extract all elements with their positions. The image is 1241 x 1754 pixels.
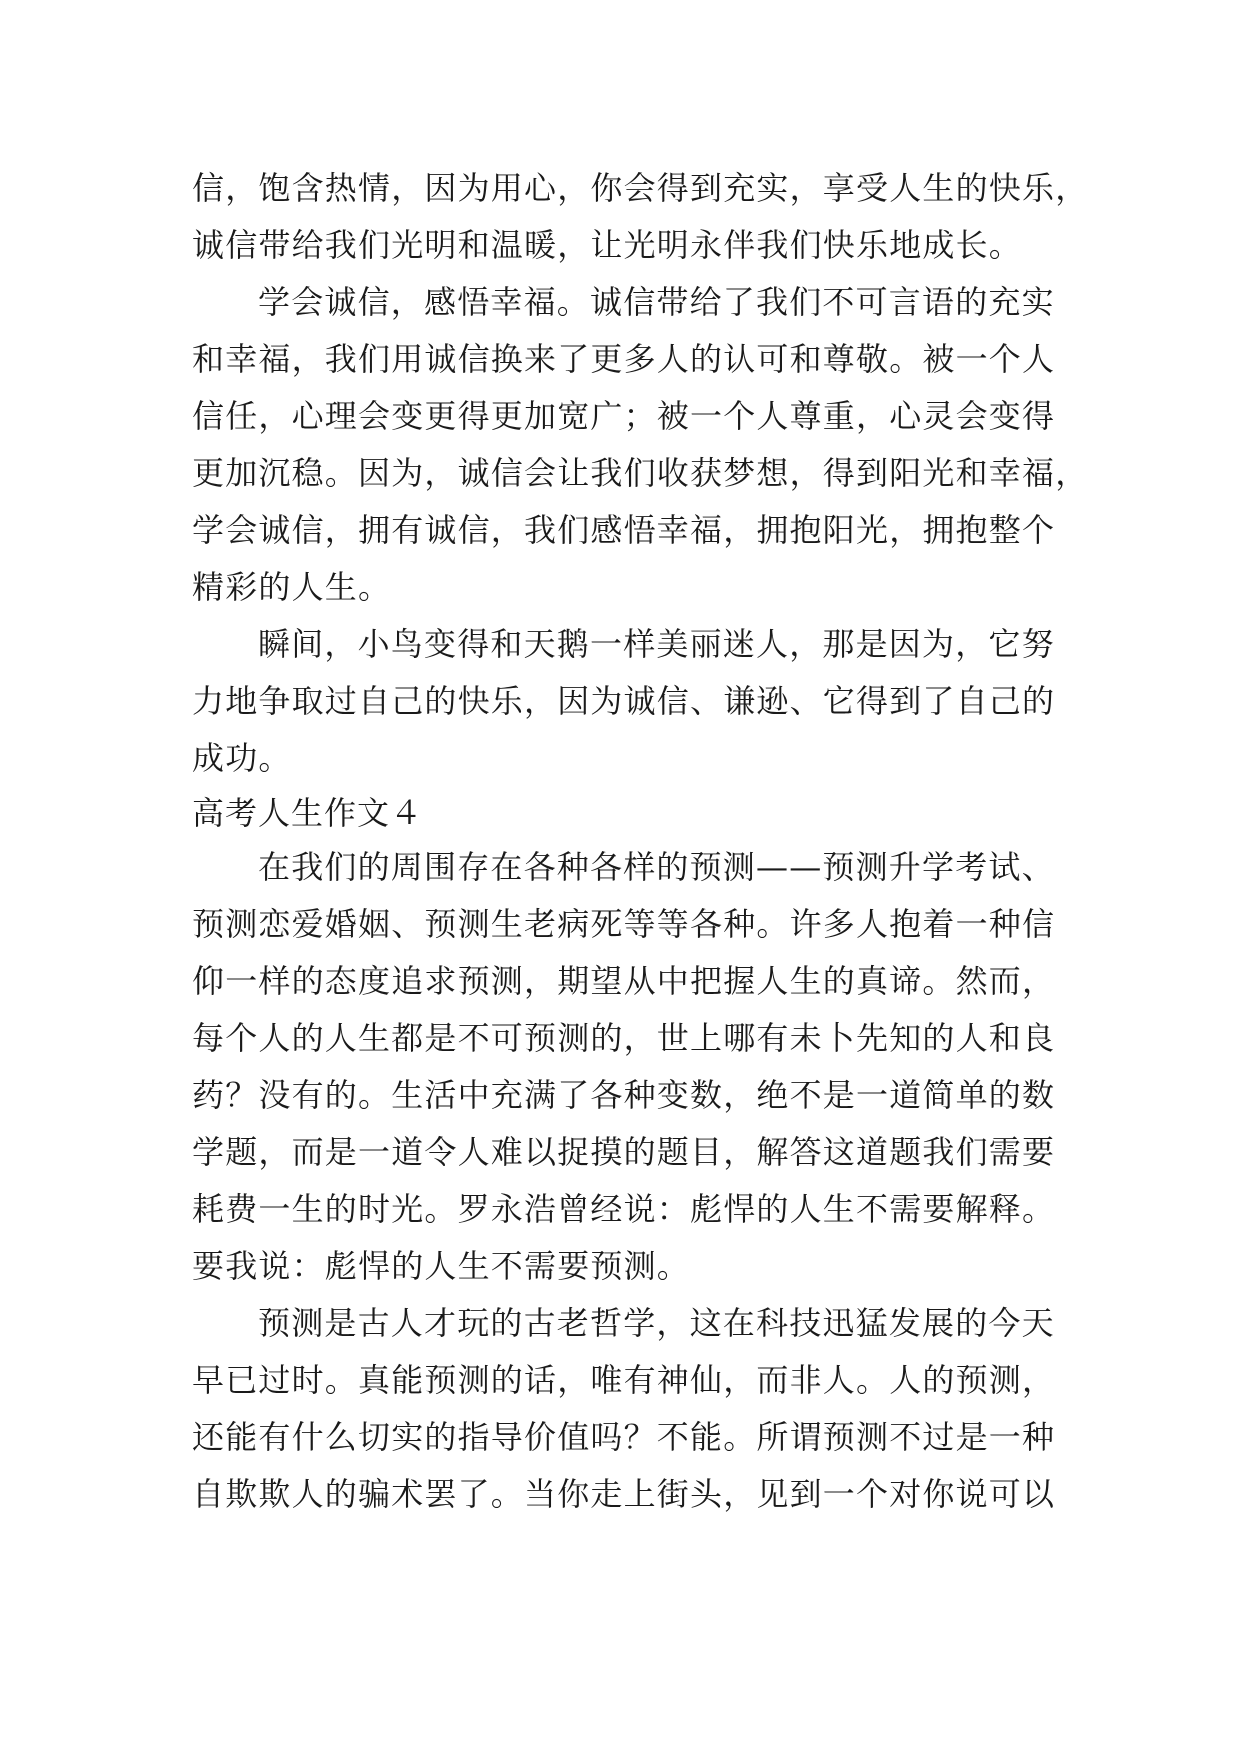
text-line: 药？没有的。生活中充满了各种变数，绝不是一道简单的数 bbox=[192, 1076, 1056, 1114]
text-line: 学会诚信，感悟幸福。诚信带给了我们不可言语的充实 bbox=[258, 283, 1055, 321]
text-line: 预测是古人才玩的古老哲学，这在科技迅猛发展的今天 bbox=[258, 1304, 1055, 1342]
text-line: 更加沉稳。因为，诚信会让我们收获梦想，得到阳光和幸福， bbox=[192, 454, 1089, 492]
text-line: 早已过时。真能预测的话，唯有神仙，而非人。人的预测， bbox=[192, 1361, 1056, 1399]
text-line: 在我们的周围存在各种各样的预测——预测升学考试、 bbox=[258, 848, 1055, 886]
text-line: 瞬间，小鸟变得和天鹅一样美丽迷人，那是因为，它努 bbox=[258, 625, 1055, 663]
text-line: 精彩的人生。 bbox=[192, 568, 392, 606]
text-line: 耗费一生的时光。罗永浩曾经说：彪悍的人生不需要解释。 bbox=[192, 1190, 1056, 1228]
paragraph-5 bbox=[192, 1295, 1072, 1523]
section-heading: 高考人生作文４ bbox=[192, 794, 424, 832]
paragraph-4 bbox=[192, 839, 1072, 1295]
text-line: 力地争取过自己的快乐，因为诚信、谦逊、它得到了自己的 bbox=[192, 682, 1056, 720]
text-line: 还能有什么切实的指导价值吗？不能。所谓预测不过是一种 bbox=[192, 1418, 1056, 1456]
text-line: 仰一样的态度追求预测，期望从中把握人生的真谛。然而， bbox=[192, 962, 1056, 1000]
text-line: 和幸福，我们用诚信换来了更多人的认可和尊敬。被一个人 bbox=[192, 340, 1056, 378]
text-line: 预测恋爱婚姻、预测生老病死等等各种。许多人抱着一种信 bbox=[192, 905, 1056, 943]
text-line: 学会诚信，拥有诚信，我们感悟幸福，拥抱阳光，拥抱整个 bbox=[192, 511, 1056, 549]
text-line: 成功。 bbox=[192, 739, 292, 777]
text-line: 自欺欺人的骗术罢了。当你走上街头，见到一个对你说可以 bbox=[192, 1475, 1056, 1513]
paragraph-3 bbox=[192, 616, 1072, 787]
text-line: 信，饱含热情，因为用心，你会得到充实，享受人生的快乐， bbox=[192, 169, 1089, 207]
paragraph-1 bbox=[192, 160, 1089, 274]
text-line: 要我说：彪悍的人生不需要预测。 bbox=[192, 1247, 691, 1285]
paragraph-2 bbox=[192, 274, 1089, 616]
text-line: 每个人的人生都是不可预测的，世上哪有未卜先知的人和良 bbox=[192, 1019, 1056, 1057]
text-line: 学题，而是一道令人难以捉摸的题目，解答这道题我们需要 bbox=[192, 1133, 1056, 1171]
text-line: 诚信带给我们光明和温暖，让光明永伴我们快乐地成长。 bbox=[192, 226, 1023, 264]
document-body bbox=[192, 160, 1089, 1523]
text-line: 信任，心理会变更得更加宽广；被一个人尊重，心灵会变得 bbox=[192, 397, 1056, 435]
